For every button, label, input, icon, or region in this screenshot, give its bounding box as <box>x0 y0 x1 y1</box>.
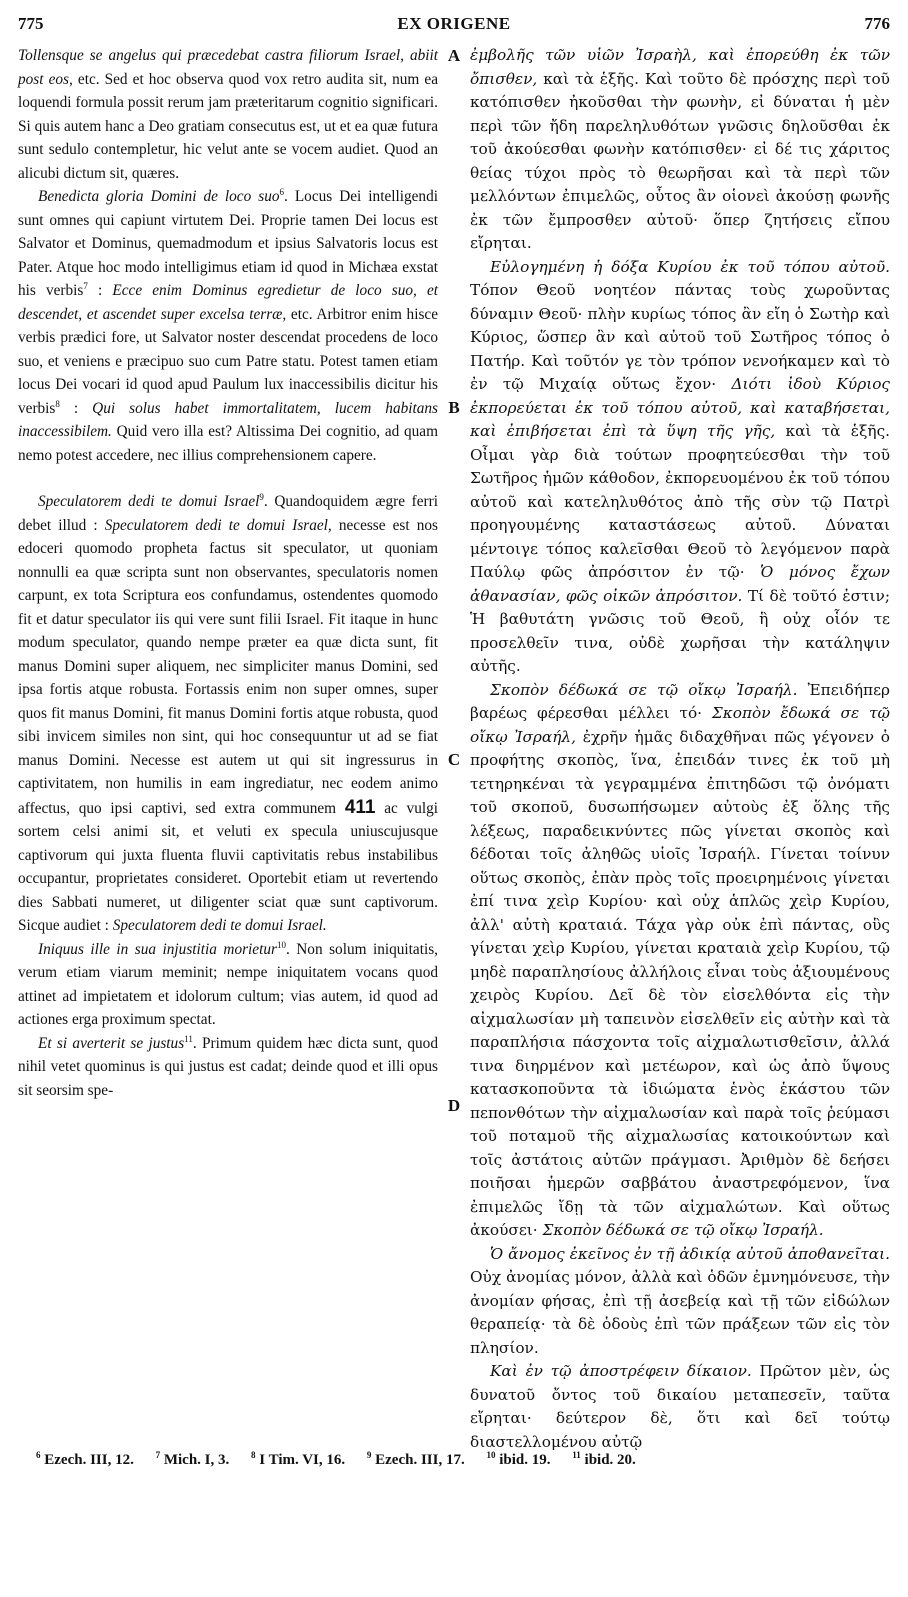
footnote-number: 6 <box>36 1450 41 1460</box>
greek-lemma-5: Καὶ ἐν τῷ ἀποστρέφειν δίκαιον. <box>490 1362 752 1380</box>
latin-text-3c: ac vulgi sortem celsi animi sit, et veluti ex specula uniuscujusque captivorum qui juxta fluenta fluvii captivitatis rebus instabilibus occupantur, proprietates consideret. Oportebit etiam ut revertendo dies Sabbati numeret, ut diligenter sciat quæ sunt captivorum. Sicque audiet : <box>18 799 438 934</box>
footnote-number: 11 <box>572 1450 581 1460</box>
greek-quote-2a: Διότι ἰδοὺ Κύριος ἐκπορεύεται ἐκ τοῦ τόπου αὐτοῦ, καὶ καταβήσεται, καὶ ἐπιβήσεται ἐπὶ τὰ ὕψη τῆς γῆς, <box>470 375 890 440</box>
latin-paragraph-1 <box>18 44 438 185</box>
footnote-ref-6: 6 <box>279 186 284 197</box>
greek-quote-2b: Ὁ μόνος ἔχων ἀθανασίαν, φῶς οἰκῶν ἀπρόσιτον. <box>470 563 890 605</box>
greek-text-4: Οὐχ ἀνομίας μόνον, ἀλλὰ καὶ ὁδῶν ἐμνημόνευσε, τὴν ἀνομίαν φήσας, ἐπὶ τῇ ἀσεβείᾳ καὶ τῇ τῶν εἰδώλων θεραπείᾳ· τὰ δὲ ὁδοὺς ἐπὶ τῶν πράξεων τῶν εἰς τὸν πλησίον. <box>470 1268 890 1357</box>
latin-column <box>18 44 438 1439</box>
latin-text-3b: necesse est nos edoceri quomodo propheta factus sit speculator, ut quoniam nonnulli ea quæ scripta sunt non observantes, speculatoris nomen carpunt, ex tota Scriptura eos confundamus, ostendentes quomodo fit et datur speculator iis qui vere sunt filii Israel. Fit itaque in hunc modum speculator, quando nempe præter ea quæ dicta sunt, fit manus Domini super aliquem, nec simpliciter manus Domini, sed ipsa fortis atque robusta. Fortassis enim non super omnes, super quos fit manus Domini, fit manus Domini fortis atque robusta, quod sibi invicem similes non sint, qui hoc consequuntur ut ad se fiat manus Domini. Necesse est autem ut qui sit ingressurus in captivitatem, non humilis in eam ingrediatur, nec eodem animo affectus, quo ipsi captivi, sed extra communem <box>18 516 438 817</box>
greek-text-2b: καὶ τὰ ἑξῆς. Οἶμαι γὰρ διὰ τούτων προφητεύεσθαι τὴν τοῦ Σωτῆρος ἡμῶν κάθοδον, ἐκπορευομένου ἐκ τοῦ τόπου αὐτοῦ καὶ κατεληλυθότος ἀπὸ τῆς σὺν τῷ Πατρὶ προηγουμένης καταστάσεως αὐτοῦ. Δύναται μέντοιγε τόπος καλεῖσθαι Θεοῦ τὸ λεγόμενον παρὰ Παύλῳ φῶς ἀπρόσιτον ἐν τῷ· <box>470 422 891 581</box>
greek-paragraph-1 <box>470 44 890 256</box>
running-title: EX ORIGENE <box>397 14 511 33</box>
greek-text-3b: ἐχρῆν ἡμᾶς διδαχθῆναι πῶς γέγονεν ὁ προφήτης σκοπὸς, ἵνα, ἐπειδάν τινες ἐκ τοῦ μὴ τετηρηκέναι τὰ γεγραμμένα ἐπιτηδῶσι τῷ ὀνόματι τοῦ σκοποῦ, δυσωπήσωμεν αὐτοὺς ἐξ ὅλης τῆς λέξεως, παραδεικνύντες πῶς γίνεται σκοπὸς καὶ δέδοται τοῖς ἀληθῶς υἱοῖς Ἰσραήλ. Γίνεται τοίνυν οὕτως σκοπὸς, ἐπὰν πρὸς τοῖς προειρημένοις γίνεται ἐπί τινα χεὶρ Κυρίου· καὶ οὐχ ἁπλῶς χεὶρ Κυρίου, ἀλλ' αὐτὴ κραταιά. Τάχα γὰρ οὐκ ἐπὶ πάντας, οὓς γίνεται χεὶρ Κυρίου, γίνεται κραταιὰ χεὶρ Κυρίου, τῷ μηδὲ παραπλησίους ἀλλήλοις εἶναι τοὺς ἀξιουμένους χειρὸς Κυρίου. Δεῖ δὲ τὸν εἰσελθόντα εἰς τὴν αἰχμαλωσίαν μὴ ταπεινὸν εἰσελθεῖν εἰς αὐτὴν καὶ τὰ παραπλήσια πάσχοντα τοῖς αἰχμαλωτισθεῖσιν, ἀλλά τινα διηρμένον καὶ μετέωρον, καὶ ὡς ἀπὸ ὕψους κατασκοποῦντα τὰ ἰδιώματα ἑνὸς ἑκάστου τῶν πεπονθότων τὴν αἰχμαλωσίαν καὶ παρὰ τοῖς ῥεύμασι τοῦ ποταμοῦ τῆς αἰχμαλωσίας κατοικούντων καὶ τοῖς ἀστάτοις αὐτῶν πράγμασι. Ἀριθμὸν δὲ δεήσει ποιῆσαι ἡμερῶν σαββάτου ἀναστρεφόμενον, ἵνα ἐπιμελῶς ἴδῃ τὰ τῶν αἰχμαλώτων. Καὶ οὕτως ἀκούσει· <box>470 727 891 1239</box>
latin-paragraph-3 <box>18 490 438 938</box>
latin-text-4: . Non solum iniquitatis, verum etiam viarum meminit; nempe iniquitatem vocans quod attinet ad impietatem et idolorum cultum; vias autem, id quod ad actiones erga proximum spectat. <box>18 940 438 1028</box>
greek-paragraph-5 <box>470 1360 890 1454</box>
greek-quote-3b: Σκοπὸν δέδωκά σε τῷ οἴκῳ Ἰσραήλ. <box>542 1221 824 1239</box>
page-number-right: 776 <box>864 14 890 33</box>
greek-text-5: Πρῶτον μὲν, ὡς δυνατοῦ ὄντος τοῦ δικαίου μεταπεσεῖν, ταῦτα εἴρηται· δεύτερον δὲ, ὅτι καὶ δεῖ τούτῳ διαστελλομένου αὐτῷ <box>470 1362 890 1451</box>
footnote-ref-10: 10 <box>276 939 286 950</box>
footnote-ref-11: 11 <box>184 1033 193 1044</box>
latin-text-2c: Quid vero illa est? Altissima Dei cognitio, ad quam nemo potest accedere, nec illius comprehensionem capere. <box>18 423 438 464</box>
footnote-number: 10 <box>486 1450 496 1460</box>
footnotes <box>36 1452 876 1469</box>
latin-text-1: etc. Sed et hoc observa quod vox retro audita sit, num ea loquendi formula possit rerum jam præteritarum cognitio significari. Si quis autem hanc a Deo gratiam consecutus est, ut et ea quæ futura sunt sedulo contempletur, hic velut ante se vocem audiet. Quod an alicubi dictum sit, quæres. <box>18 70 438 182</box>
greek-column <box>470 44 891 1451</box>
latin-quote-3b: Speculatorem dedi te domui Israel. <box>112 917 327 934</box>
footnote-item <box>36 1452 134 1468</box>
latin-quote-2b: Qui solus habet immortalitatem, lucem habitans inaccessibilem. <box>18 399 438 440</box>
footnote-text: I Tim. VI, 16. <box>259 1452 346 1468</box>
greek-quote-3a: Σκοπὸν ἔδωκά σε τῷ οἴκῳ Ἰσραήλ, <box>470 704 891 746</box>
footnote-item <box>572 1452 636 1468</box>
footnote-item <box>156 1452 230 1468</box>
footnote-text: ibid. 20. <box>584 1452 636 1468</box>
latin-paragraph-5 <box>18 1032 438 1103</box>
greek-text-2a: Τόπον Θεοῦ νοητέον πάντας τοὺς χωροῦντας δύναμιν Θεοῦ· πλὴν κυρίως τόπος ἂν εἴη ὁ Σωτὴρ καὶ Κύριος, ὥσπερ ἂν καὶ αὐτοῦ τοῦ Σωτῆρος τόπος ὁ Πατήρ. Καὶ τοῦτόν γε τὸν τρόπον νενοήκαμεν καὶ τὸ ἐν τῷ Μιχαίᾳ οὕτως ἔχον· <box>470 281 890 393</box>
latin-lemma-2: Benedicta gloria Domini de loco suo <box>38 188 280 205</box>
greek-lemma-4: Ὁ ἄνομος ἐκεῖνος ἐν τῇ ἀδικίᾳ αὐτοῦ ἀποθανεῖται. <box>490 1244 890 1263</box>
latin-paragraph-2 <box>18 185 438 467</box>
footnote-text: Ezech. III, 12. <box>44 1452 134 1468</box>
footnote-text: ibid. 19. <box>499 1452 551 1468</box>
greek-lemma-3: Σκοπὸν δέδωκά σε τῷ οἴκῳ Ἰσραήλ. <box>490 680 798 699</box>
footnote-ref-7: 7 <box>83 280 88 291</box>
section-marker-b: B <box>448 398 460 417</box>
section-marker-a: A <box>447 46 461 65</box>
greek-lemma-2: Εὐλογημένη ἡ δόξα Κυρίου ἐκ τοῦ τόπου αὐτοῦ. <box>490 257 890 276</box>
latin-lemma-3: Speculatorem dedi te domui Israel <box>38 493 260 510</box>
greek-text-1: καὶ τὰ ἑξῆς. Καὶ τοῦτο δὲ πρόσχης περὶ τοῦ κατόπισθεν ἠκοῦσθαι τὴν φωνὴν, εἰ δύναται ἡ μὲν περὶ τῶν ἤδη παρεληλυθότων γνῶσις δηλοῦσθαι ἐκ τοῦ ἀκούεσθαι φωνὴν κατόπισθεν· εἰ δέ τις χάριτος θείας τύχοι πρὸς τὸ θεωρῆσαι καὶ τὰ περὶ τῶν μελλόντων ἐπιμελῶς, οὗτος ἂν οἱονεὶ ἀκούσῃ φωνῆς ἐκ τῶν ἔμπροσθεν αὐτοῦ· ὅπερ ζητήσεις εἴπου εἴρηται. <box>470 69 890 252</box>
latin-lemma-4: Iniquus ille in sua injustitia morietur <box>38 940 277 958</box>
latin-text-3a: . Quandoquidem ægre ferri debet illud : <box>18 493 438 534</box>
latin-colon-2b: : <box>59 399 93 417</box>
footnote-number: 9 <box>366 1450 372 1460</box>
latin-lemma-1: Tollensque se angelus qui præcedebat castra filiorum Israel, abiit post eos, <box>18 47 438 88</box>
footnote-text: Ezech. III, 17. <box>375 1452 465 1468</box>
footnote-item <box>367 1452 465 1468</box>
footnote-number: 8 <box>251 1450 256 1460</box>
latin-quote-2a: Ecce enim Dominus egredietur de loco suo, et descendet, et ascendet super excelsa terræ, <box>18 282 439 323</box>
footnote-ref-8: 8 <box>55 398 60 409</box>
greek-paragraph-3 <box>470 679 890 1243</box>
footnote-number: 7 <box>155 1450 161 1460</box>
footnote-item <box>251 1452 345 1468</box>
footnote-item <box>486 1452 550 1468</box>
page-header <box>18 14 890 38</box>
footnote-ref-9: 9 <box>259 491 264 502</box>
greek-lemma-1: ἐμβολῆς τῶν υἱῶν Ἰσραὴλ, καὶ ἐπορεύθη ἐκ τῶν ὄπισθεν, <box>470 46 890 88</box>
latin-text-2b: etc. Arbitror enim hisce verbis prædici fore, ut Salvator noster descendat procedens de loco suo, et veniens e præcipuo suo cum Patre statu. Potest tamen etiam locus Dei vocari id quod apud Paulum lux inaccessibilis dicitur his verbis <box>18 305 438 417</box>
latin-text-5: . Primum quidem hæc dicta sunt, quod nihil vetet quominus is qui justus est cadat; deinde quod et illi opus sit seorsim spe- <box>18 1034 438 1099</box>
latin-paragraph-4 <box>18 938 438 1032</box>
greek-paragraph-2 <box>470 256 890 679</box>
page-number-left: 775 <box>18 14 44 33</box>
footnote-text: Mich. I, 3. <box>163 1452 230 1468</box>
edition-page-number: 411 <box>344 796 376 818</box>
section-marker-d: D <box>447 1096 461 1115</box>
latin-text-2a: . Locus Dei intelligendi sunt omnes qui capiunt virtutem Dei. Proprie tamen Dei locus est Salvator et Dominus, quemadmodum et ipsius Salvatoris locus est Pater. Atque hoc modo intelligimus etiam id quod in Michæa exstat his verbis <box>18 188 438 299</box>
greek-text-2c: Τί δὲ τοῦτό ἐστιν; Ἡ βαθυτάτη γνῶσις τοῦ Θεοῦ, ἣ οὐχ οἷόν τε προσελθεῖν τινα, οὐδὲ χωρῆσαι τὴν κατάληψιν αὐτῆς. <box>470 586 890 675</box>
latin-lemma-5: Et si averterit se justus <box>38 1034 185 1052</box>
greek-paragraph-4 <box>470 1243 890 1361</box>
latin-quote-3a: Speculatorem dedi te domui Israel, <box>104 516 332 534</box>
greek-text-3a: Ἐπειδήπερ βαρέως φέρεσθαι μέλλει τό· <box>470 680 891 722</box>
latin-colon-2a: : <box>87 282 113 299</box>
section-marker-c: C <box>447 750 461 769</box>
